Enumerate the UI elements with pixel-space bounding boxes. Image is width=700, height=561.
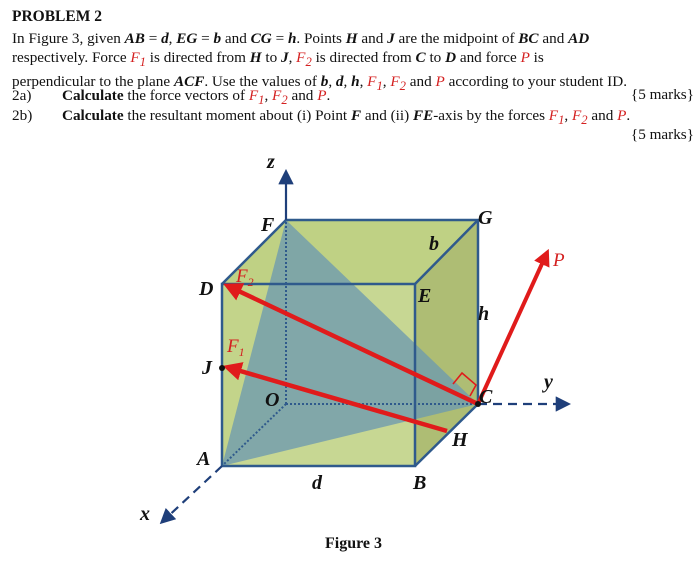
force-p-arrow (478, 255, 546, 404)
label-h-point: H (452, 429, 468, 451)
label-d-point: D (199, 278, 214, 300)
statement-line-3: perpendicular to the plane ACF. Use the values of b, d, h, $F_1$, $F_2$ and P according to your student ID. (12, 73, 627, 94)
statement-line-1: In Figure 3, given AB = d, EG = b and CG = h. Points H and J are the midpoint of BC and AD (12, 30, 590, 47)
label-d-length: d (312, 472, 322, 494)
label-e: E (418, 285, 432, 307)
label-j: J (202, 357, 212, 379)
label-c: C (479, 386, 493, 408)
question-2a: 2a) Calculate the force vectors of $F_1$, $F_2$ and P. (12, 87, 331, 108)
label-y: y (544, 371, 553, 393)
point-j-dot (219, 365, 225, 371)
figure-caption: Figure 3 (325, 535, 383, 552)
label-x: x (140, 503, 150, 525)
label-p: P (553, 250, 565, 271)
statement-line-2: respectively. Force $F_1$ is directed from H to J, $F_2$ is directed from C to D and force P is (12, 49, 544, 70)
label-f2: $F_2$ (236, 266, 254, 289)
label-g: G (478, 207, 493, 229)
question-2a-marks: {5 marks} (630, 86, 694, 103)
label-f1: $F_1$ (227, 336, 245, 359)
label-h-length: h (478, 303, 490, 325)
x-axis (162, 466, 222, 522)
label-b: b (429, 233, 439, 255)
label-f: F (261, 214, 275, 236)
label-a: A (197, 448, 211, 470)
question-2b: 2b) Calculate the resultant moment about (i) Point F and (ii) FE-axis by the forces $F_1$, $F_2$ and P. (12, 107, 631, 128)
label-b-point: B (413, 472, 427, 494)
question-2b-marks: {5 marks} (630, 126, 694, 143)
label-z: z (267, 151, 275, 173)
problem-title: PROBLEM 2 (12, 8, 102, 25)
label-o: O (265, 389, 280, 411)
